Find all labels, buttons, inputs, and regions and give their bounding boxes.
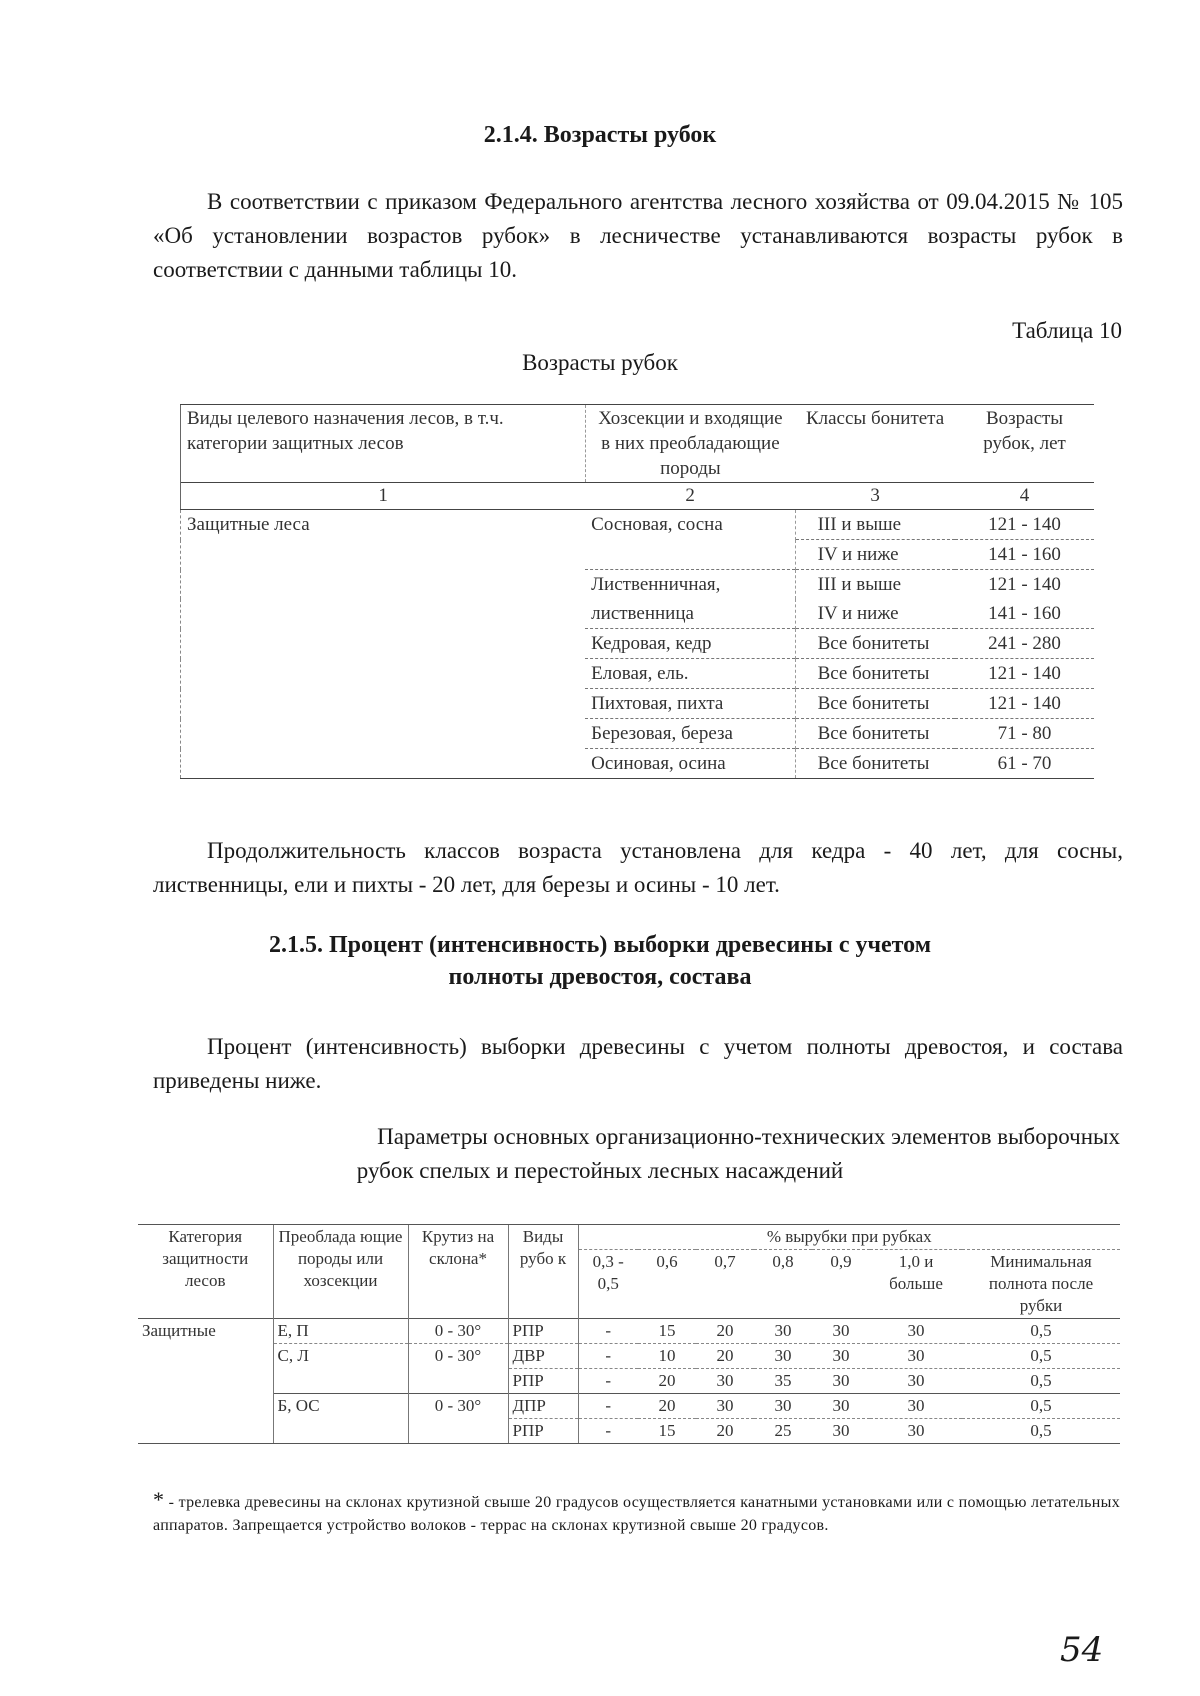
table-cell: 0,5 [962, 1394, 1120, 1419]
page-number: 54 [1060, 1630, 1104, 1670]
table-label: Таблица 10 [1012, 318, 1122, 343]
table-cell: 141 - 160 [988, 603, 1061, 624]
table-cell: 30 [812, 1369, 870, 1394]
header-percent-group: % вырубки при рубках [578, 1225, 1120, 1250]
table-cell: Все бонитеты [795, 719, 955, 749]
cut-type-cell: ДВР [508, 1344, 578, 1369]
header-density: 0,7 [696, 1250, 754, 1319]
table-cell: Все бонитеты [795, 629, 955, 659]
header-cut-type: Виды рубо к [508, 1225, 578, 1319]
footnote-mark: * [153, 1487, 165, 1512]
species-cell: Е, П [273, 1319, 408, 1344]
table-cell: 30 [812, 1344, 870, 1369]
table-cell: 20 [696, 1344, 754, 1369]
table-cell: 30 [870, 1344, 962, 1369]
table-cell: 30 [812, 1319, 870, 1344]
duration-paragraph: Продолжительность классов возраста установлена для кедра - 40 лет, для сосны, лиственницы, ели и пихты - 20 лет, для березы и осины - 10 лет. [153, 838, 1123, 897]
col-number-3: 3 [795, 483, 955, 510]
table-cell: - [578, 1419, 638, 1444]
slope-cell: 0 - 30° [408, 1394, 508, 1444]
header-category: Категория защитности лесов [138, 1225, 273, 1319]
table-cell: 30 [870, 1394, 962, 1419]
cut-type-cell: РПР [508, 1369, 578, 1394]
header-forest-purpose: Виды целевого назначения лесов, в т.ч. категории защитных лесов [181, 405, 586, 483]
table-cell: 121 - 140 [955, 689, 1094, 719]
table-cell: 30 [870, 1319, 962, 1344]
table-cell: 15 [638, 1419, 696, 1444]
table-cell: III и выше [795, 510, 955, 540]
table-cell: - [578, 1319, 638, 1344]
table-cell [585, 540, 795, 570]
header-sections: Хозсекции и входящие в них преобладающие породы [585, 405, 795, 483]
table-cell: 20 [696, 1319, 754, 1344]
table-cell: IV и ниже [795, 540, 955, 570]
table-cell: 30 [812, 1394, 870, 1419]
col-number-4: 4 [955, 483, 1094, 510]
table-cell: 30 [812, 1419, 870, 1444]
params-table [138, 1224, 1120, 1444]
table-cell: - [578, 1369, 638, 1394]
species-cell: С, Л [273, 1344, 408, 1394]
col-number-1: 1 [181, 483, 586, 510]
age-table [180, 404, 1094, 779]
header-density: 0,8 [754, 1250, 812, 1319]
table-cell: 30 [754, 1344, 812, 1369]
header-age: Возрасты рубок, лет [955, 405, 1094, 483]
table-cell: 35 [754, 1369, 812, 1394]
table-cell: III и выше [795, 570, 955, 600]
col-number-2: 2 [585, 483, 795, 510]
category-cell: Защитные [138, 1319, 273, 1444]
table-cell: 0,5 [962, 1344, 1120, 1369]
slope-cell: 0 - 30° [408, 1344, 508, 1394]
table-cell: Осиновая, осина [585, 749, 795, 779]
table-cell: лиственница [591, 603, 694, 624]
table-cell: 30 [870, 1419, 962, 1444]
table-cell: Все бонитеты [795, 749, 955, 779]
params-table-title-line1: Параметры основных организационно-технических элементов выборочных [377, 1124, 1120, 1149]
header-species: Преоблада ющие породы или хозсекции [273, 1225, 408, 1319]
cut-type-cell: РПР [508, 1419, 578, 1444]
table-cell: Все бонитеты [795, 689, 955, 719]
footnote-text: - трелевка древесины на склонах крутизной свыше 20 градусов осуществляется канатными установками или с помощью летательных аппаратов. Запрещается устройство волоков - террас на склонах крутизной свыше 20 градусов. [153, 1494, 1120, 1534]
table-cell: 30 [696, 1369, 754, 1394]
table-cell: 0,5 [962, 1319, 1120, 1344]
params-table-title-line2: рубок спелых и перестойных лесных насаждений [356, 1158, 844, 1183]
table-cell: 0,5 [962, 1369, 1120, 1394]
species-cell: Б, ОС [273, 1394, 408, 1444]
table-cell: 30 [870, 1369, 962, 1394]
cut-type-cell: РПР [508, 1319, 578, 1344]
section-heading-2-1-4: 2.1.4. Возрасты рубок [483, 122, 717, 148]
table-cell: 0,5 [962, 1419, 1120, 1444]
table-cell: Пихтовая, пихта [585, 689, 795, 719]
section-heading-2-1-5-line2: полноты древостоя, состава [448, 964, 752, 990]
header-density: 0,9 [812, 1250, 870, 1319]
table-cell: - [578, 1344, 638, 1369]
table-cell: Березовая, береза [585, 719, 795, 749]
table-cell: 25 [754, 1419, 812, 1444]
table-cell: 30 [754, 1394, 812, 1419]
table-cell: 10 [638, 1344, 696, 1369]
table-cell: 20 [638, 1394, 696, 1419]
table-cell: - [578, 1394, 638, 1419]
table-cell: 121 - 140 [955, 659, 1094, 689]
table-cell: 20 [696, 1419, 754, 1444]
section-heading-2-1-5-line1: 2.1.5. Процент (интенсивность) выборки древесины с учетом [268, 932, 932, 958]
table-cell: 30 [754, 1319, 812, 1344]
table-title: Возрасты рубок [522, 350, 678, 375]
selection-paragraph: Процент (интенсивность) выборки древесины с учетом полноты древостоя, и состава приведены ниже. [153, 1034, 1123, 1093]
table-cell: Все бонитеты [795, 659, 955, 689]
table-cell: 30 [696, 1394, 754, 1419]
footnote [153, 1488, 1120, 1537]
header-density: 0,3 - 0,5 [578, 1250, 638, 1319]
table-cell: 20 [638, 1369, 696, 1394]
table-cell: 141 - 160 [955, 540, 1094, 570]
header-slope: Крутиз на склона* [408, 1225, 508, 1319]
table-cell: 121 - 140 [988, 514, 1061, 535]
intro-paragraph: В соответствии с приказом Федерального агентства лесного хозяйства от 09.04.2015 № 105 «Об установлении возрастов рубок» в лесничестве устанавливаются возрасты рубок в соответствии с данными таблицы 10. [153, 189, 1123, 282]
table-cell: 15 [638, 1319, 696, 1344]
table-cell: Еловая, ель. [585, 659, 795, 689]
header-density: 0,6 [638, 1250, 696, 1319]
table-cell: 121 - 140 [955, 570, 1094, 600]
table-cell: 61 - 70 [955, 749, 1094, 779]
header-bonitet: Классы бонитета [795, 405, 955, 483]
cut-type-cell: ДПР [508, 1394, 578, 1419]
table-cell: Сосновая, сосна [591, 514, 723, 535]
slope-cell: 0 - 30° [408, 1319, 508, 1344]
category-cell: Защитные леса [181, 510, 586, 779]
table-cell: 241 - 280 [955, 629, 1094, 659]
table-cell: 71 - 80 [955, 719, 1094, 749]
table-cell: IV и ниже [795, 599, 955, 629]
table-cell: Лиственничная, [585, 570, 795, 600]
header-min-density: Минимальная полнота после рубки [962, 1250, 1120, 1319]
table-cell: Кедровая, кедр [585, 629, 795, 659]
header-density: 1,0 и больше [870, 1250, 962, 1319]
